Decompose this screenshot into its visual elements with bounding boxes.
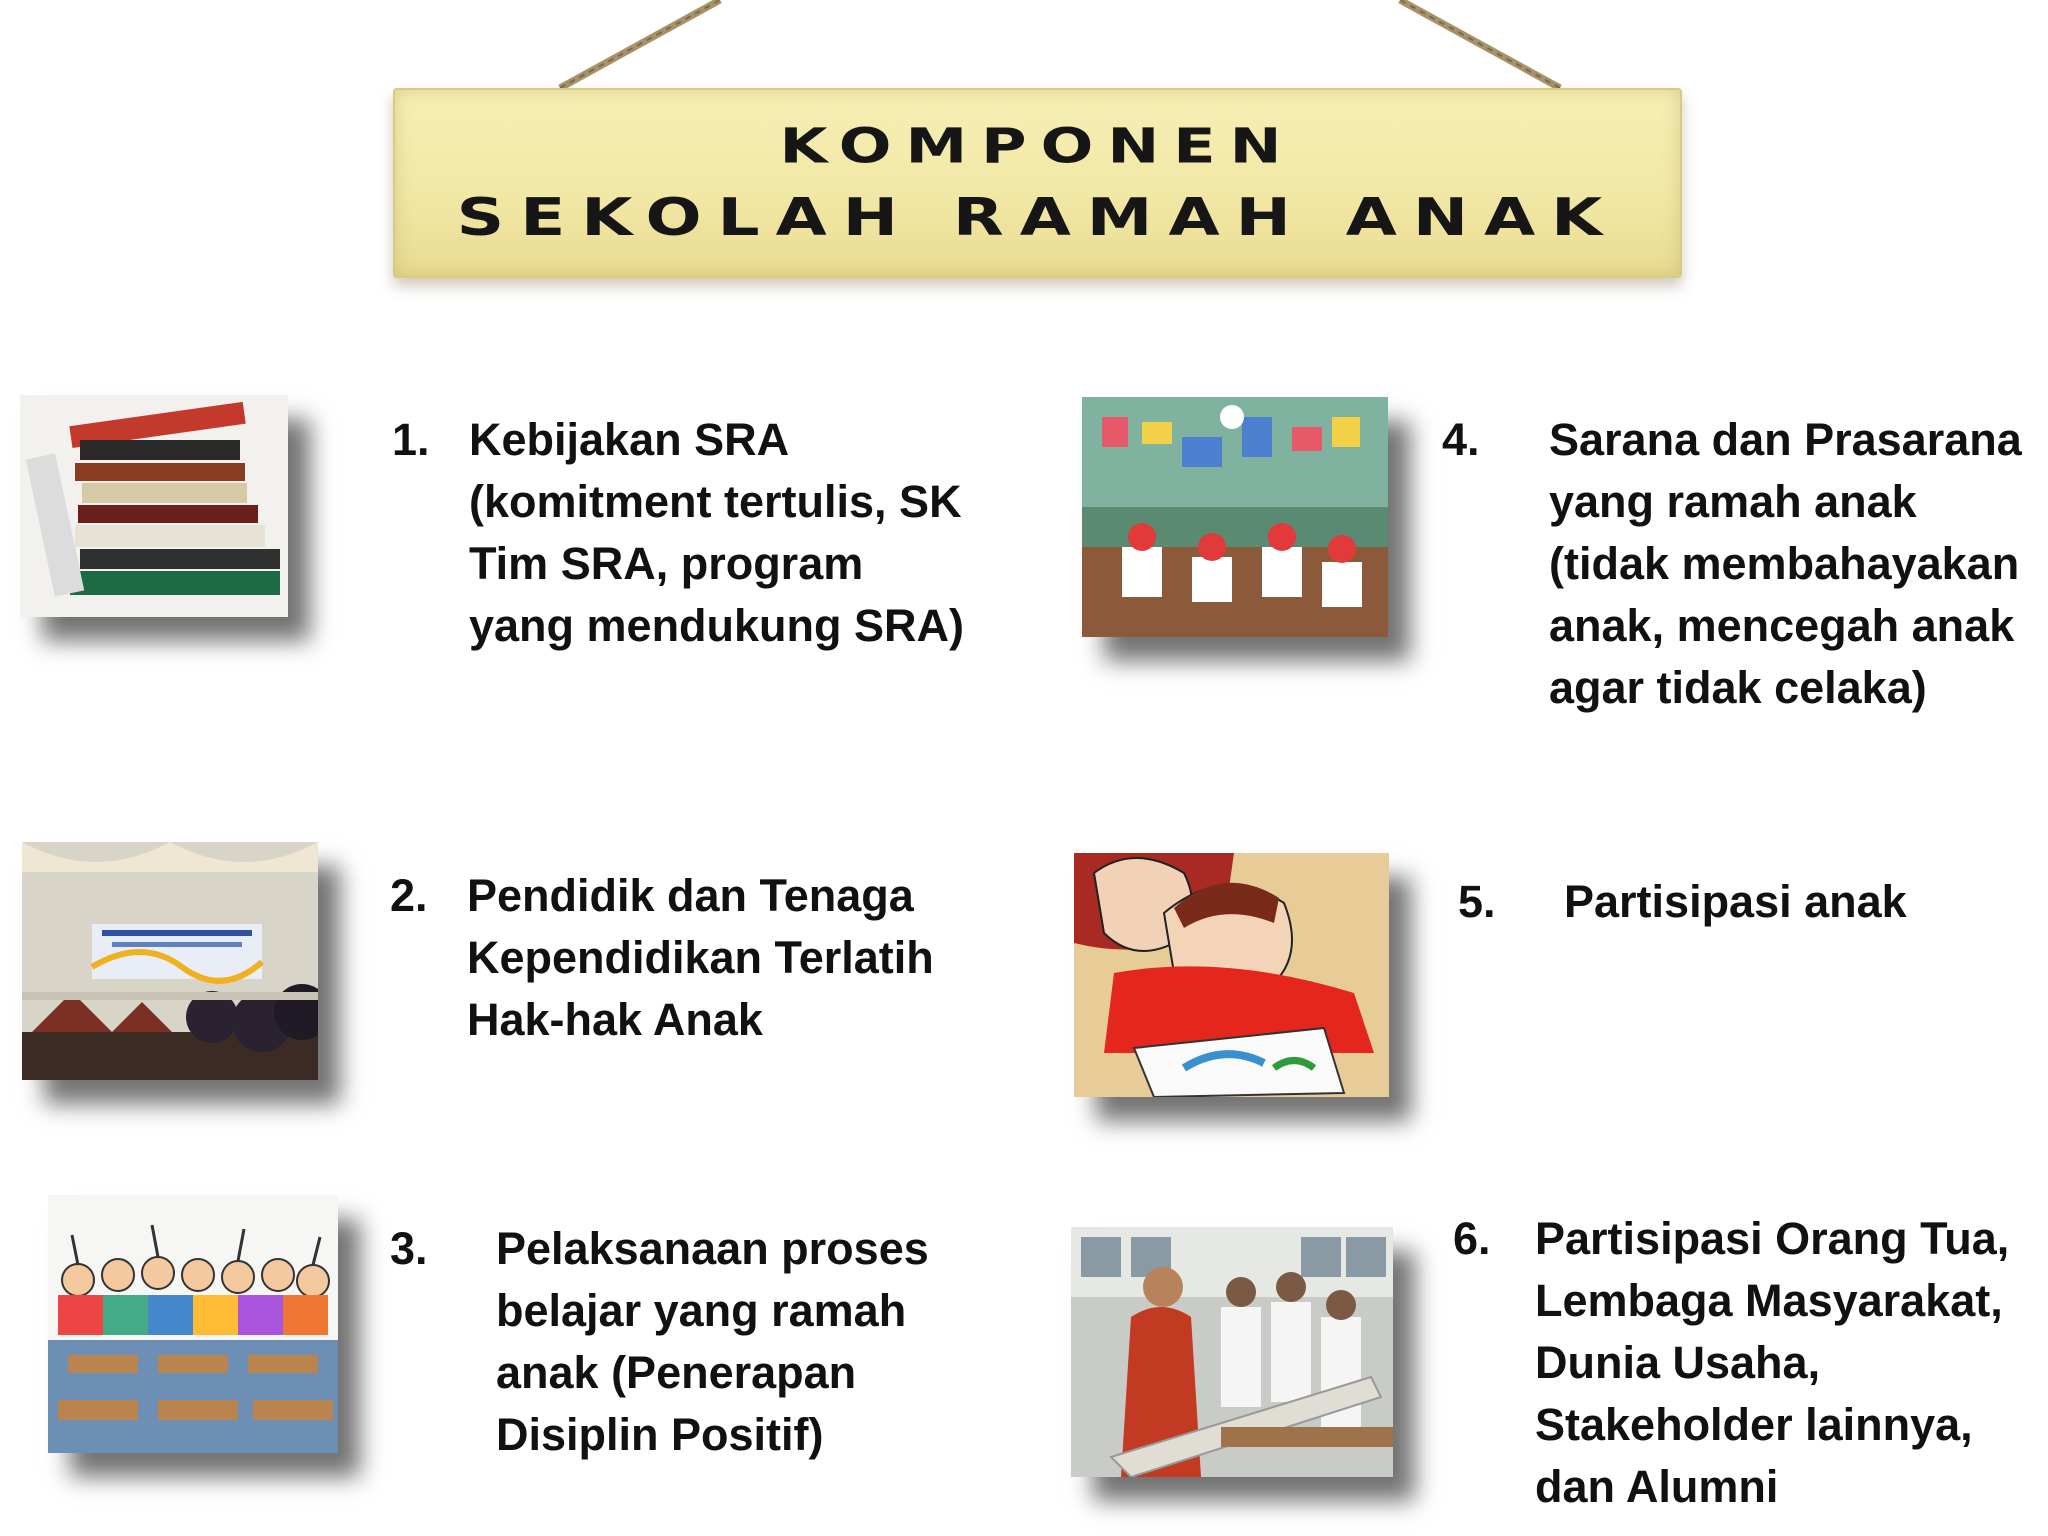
item-line: Tim SRA, program: [469, 538, 864, 589]
item-line: anak, mencegah anak: [1549, 600, 2015, 651]
item-number: 3.: [390, 1223, 428, 1274]
item-line: (komitment tertulis, SK: [469, 476, 962, 527]
list-item-5: [1458, 871, 2018, 941]
item-line: Disiplin Positif): [496, 1409, 824, 1460]
item-line: Hak-hak Anak: [467, 994, 763, 1045]
item-line: Dunia Usaha,: [1535, 1337, 1821, 1388]
item-number: 1.: [392, 414, 430, 465]
item-text: [1535, 1208, 2009, 1518]
workshop-photo: [1071, 1227, 1393, 1477]
classroom-cartoon: [48, 1195, 338, 1453]
item-line: belajar yang ramah: [496, 1285, 907, 1336]
item-line: Pendidik dan Tenaga: [467, 870, 914, 921]
item-line: Sarana dan Prasarana: [1549, 414, 2022, 465]
list-item-1: [392, 409, 1032, 669]
item-line: Partisipasi anak: [1564, 876, 1907, 927]
books-photo: [20, 395, 288, 617]
item-text: [1549, 409, 2022, 719]
item-text: [1564, 871, 1907, 933]
item-line: anak (Penerapan: [496, 1347, 857, 1398]
item-line: (tidak membahayakan: [1549, 538, 2020, 589]
item-line: dan Alumni: [1535, 1461, 1779, 1512]
classroom-photo: [1082, 397, 1388, 637]
banner-title-line1: KOMPONEN: [779, 117, 1296, 175]
item-line: Partisipasi Orang Tua,: [1535, 1213, 2010, 1264]
item-number: 6.: [1453, 1213, 1491, 1264]
item-number: 4.: [1442, 414, 1480, 465]
item-text: [467, 865, 934, 1051]
item-line: yang mendukung SRA): [469, 600, 965, 651]
item-line: Stakeholder lainnya,: [1535, 1399, 1973, 1450]
item-number: 2.: [390, 870, 428, 921]
banner-title-line2: SEKOLAH RAMAH ANAK: [456, 187, 1619, 248]
list-item-4: [1442, 409, 2042, 729]
item-line: Kependidikan Terlatih: [467, 932, 934, 983]
item-line: Kebijakan SRA: [469, 414, 790, 465]
item-line: Lembaga Masyarakat,: [1535, 1275, 2003, 1326]
child-drawing-illustration: [1074, 853, 1389, 1097]
item-line: agar tidak celaka): [1549, 662, 1927, 713]
item-text: [469, 409, 964, 657]
item-line: yang ramah anak: [1549, 476, 1917, 527]
training-photo: [22, 842, 318, 1080]
item-text: [496, 1218, 929, 1466]
list-item-3: [390, 1218, 1030, 1478]
list-item-6: [1453, 1208, 2043, 1528]
title-sign: [0, 0, 2048, 300]
item-number: 5.: [1458, 876, 1496, 927]
list-item-2: [390, 865, 1030, 1065]
banner-board: [393, 88, 1682, 278]
item-line: Pelaksanaan proses: [496, 1223, 929, 1274]
